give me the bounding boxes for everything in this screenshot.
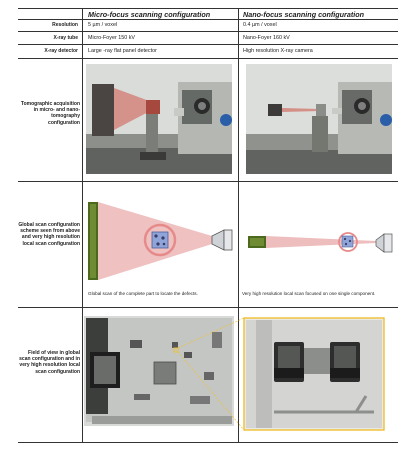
- resolution-label: Resolution: [52, 22, 78, 28]
- row-rule: [18, 31, 398, 32]
- xray-detector-micro: Large -ray flat panel detector: [88, 48, 157, 54]
- row-rule: [18, 58, 398, 59]
- nano-setup-photo: [246, 64, 392, 174]
- row-rule: [18, 181, 398, 182]
- scheme-label: Global scan configuration scheme seen from above and very high resolution local scan configuration: [18, 222, 80, 247]
- header-rule: [18, 19, 398, 20]
- resolution-micro: 5 µm / voxel: [88, 22, 118, 28]
- table-bottom-rule: [18, 442, 398, 443]
- xray-tube-micro: Micro-Foyer 150 kV: [88, 35, 136, 41]
- micro-scheme-caption: Global scan of the complete part to locate the defects.: [88, 291, 198, 296]
- row-rule: [18, 44, 398, 45]
- resolution-nano: 0.4 µm / voxel: [243, 22, 277, 28]
- xray-detector-nano: High resolution X-ray camera: [243, 48, 313, 54]
- table-top-rule: [18, 8, 398, 9]
- xray-detector-label: X-ray detector: [44, 48, 78, 54]
- xray-tube-nano: Nano-Foyer 160 kV: [243, 35, 290, 41]
- column-divider: [82, 8, 83, 442]
- header-nano: Nano-focus scanning configuration: [243, 10, 364, 19]
- xray-tube-label: X-ray tube: [53, 35, 78, 41]
- nano-scheme-diagram: [244, 222, 396, 262]
- row-rule: [18, 307, 398, 308]
- header-micro: Micro-focus scanning configuration: [88, 10, 211, 19]
- fov-xray-images: [84, 312, 396, 438]
- micro-scheme-diagram: [84, 198, 236, 284]
- micro-setup-photo: [86, 64, 232, 174]
- fov-label: Field of view in global scan configuration and in very high resolution local scan configuration: [19, 350, 80, 375]
- acquisition-label: Tomographic acquisition in micro- and nano- tomography configuration: [20, 101, 80, 126]
- nano-scheme-caption: Very high resolution local scan focused on one single component.: [242, 291, 376, 296]
